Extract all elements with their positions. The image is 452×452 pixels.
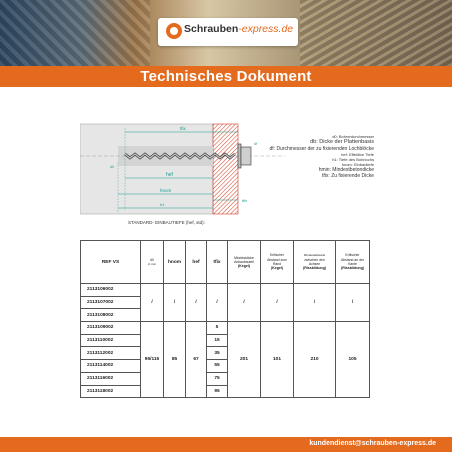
header-min-achs: Mindestabstand zwischen den Achsen (Rissbildung) — [294, 241, 336, 284]
d0-cell: 95/115 — [141, 322, 164, 398]
d0-cell: / — [141, 284, 164, 322]
header-min-dicke: Mindestdicke Anbaubauteil (Kegel) — [228, 241, 261, 284]
fixture-plate — [213, 124, 238, 214]
hef-cell: 67 — [186, 322, 207, 398]
hnom-cell: / — [164, 284, 186, 322]
krit-kante-cell: 105 — [336, 322, 370, 398]
min-achs-cell: 210 — [294, 322, 336, 398]
ref-cell: 2113118002 — [81, 385, 141, 398]
legend-hef: hef: Effektive Tiefe — [341, 152, 374, 158]
ref-cell: 2113106002 — [81, 284, 141, 297]
label-tfix: tfix — [242, 198, 248, 203]
ref-cell: 2113109002 — [81, 322, 141, 335]
label-d0: d0 — [110, 165, 114, 169]
logo-icon — [166, 23, 182, 39]
brand-name-main: Schrauben — [184, 23, 239, 35]
legend-h1: h1: Tiefe des Bohrlochs — [332, 157, 374, 163]
table-header-row — [81, 241, 370, 284]
min-dicke-cell: 201 — [228, 322, 261, 398]
tfix-cell: 55 — [207, 360, 228, 373]
hef-cell: / — [186, 284, 207, 322]
screws-photo — [300, 0, 452, 66]
tfix-cell: 75 — [207, 372, 228, 385]
table-row — [81, 322, 370, 335]
hnom-cell: 85 — [164, 322, 186, 398]
table-row — [81, 284, 370, 297]
ref-cell: 2113110002 — [81, 334, 141, 347]
tfix-cell: 95 — [207, 385, 228, 398]
legend-d0: d0: Bohrerdurchmesser — [332, 134, 374, 139]
legend-df: df: Durchmesser der zu fixierenden Lochblöcke — [269, 145, 374, 152]
krit-rand-cell: 101 — [261, 322, 294, 398]
tools-photo — [0, 0, 150, 66]
footer-email-link[interactable]: kundendienst@schrauben-express.de — [309, 440, 436, 447]
header-tfix: tfix — [207, 241, 228, 284]
tfix-cell: 35 — [207, 347, 228, 360]
header-ref: REF VS — [81, 241, 141, 284]
legend-db: db: Dicke der Plattenbasis — [310, 139, 374, 145]
tfix-cell: 15 — [207, 334, 228, 347]
screw-washer — [238, 144, 241, 168]
ref-cell: 2113108002 — [81, 309, 141, 322]
document-title: Technisches Dokument — [140, 68, 312, 85]
ref-cell: 2113116002 — [81, 372, 141, 385]
legend-tfix: tfix: Zu fixierende Dicke — [322, 173, 374, 180]
krit-rand-cell: / — [261, 284, 294, 322]
label-df: df — [254, 142, 257, 146]
header-krit-kante: Kritischer Abstand an der Kante (Rissbildung) — [336, 241, 370, 284]
label-hef: hef — [166, 172, 173, 178]
brand-name — [184, 23, 293, 35]
min-achs-cell: / — [294, 284, 336, 322]
label-h1: h1 — [160, 202, 165, 207]
legend-hmin: hmin: Mindestbetondicke — [318, 167, 374, 174]
tfix-cell: / — [207, 284, 228, 322]
brand-name-accent: -express.de — [238, 23, 294, 35]
header-hef: hef — [186, 241, 207, 284]
krit-kante-cell: / — [336, 284, 370, 322]
label-hnom: hnom — [160, 188, 172, 193]
ref-cell: 2113107002 — [81, 296, 141, 309]
concrete-block — [80, 124, 213, 214]
header-d0: d0 in mm — [141, 241, 164, 284]
min-dicke-cell: / — [228, 284, 261, 322]
label-tfix-top: tfix — [180, 126, 186, 131]
drawing-caption: STANDARD- EINBAUTIEFE (hef, std): — [128, 220, 205, 225]
specs-table — [80, 240, 370, 398]
ref-cell: 2113112002 — [81, 347, 141, 360]
header-krit-rand: Kritischer Abstand zum Rand (Kegel) — [261, 241, 294, 284]
dimension-legend — [250, 134, 374, 180]
header-hnom: hnom — [164, 241, 186, 284]
tfix-cell: 5 — [207, 322, 228, 335]
legend-hnom: hnom: Einbautiefe — [341, 162, 374, 168]
ref-cell: 2113114002 — [81, 360, 141, 373]
